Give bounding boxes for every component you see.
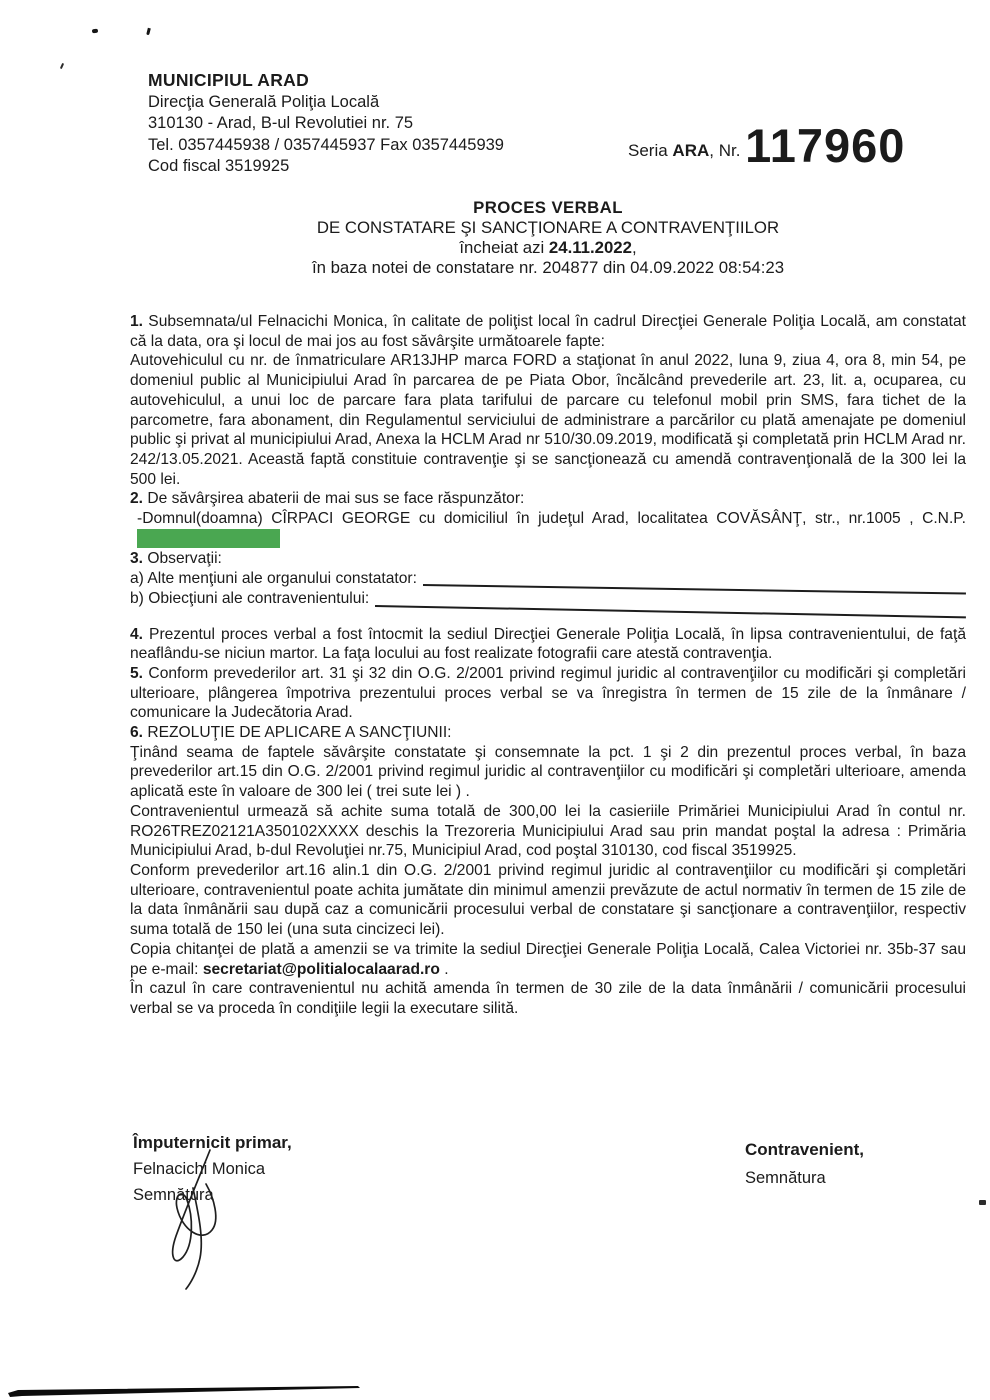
issuer-address: 310130 - Arad, B-ul Revolutiei nr. 75 [148,114,414,132]
observations-line-a [130,569,966,589]
section-6-number: 6. [130,724,144,742]
offender-signature-block [745,1136,864,1192]
section-4-number: 4. [130,625,144,643]
title-date-suffix: , [631,238,637,257]
section-2-heading [130,489,966,509]
section-6-text: REZOLUŢIE DE APLICARE A SANCŢIUNII: [143,724,452,742]
section-5-text: Conform prevederilor art. 31 şi 32 din O.G. 2/2001 privind regimul juridic al contravenţiilor cu modificări şi completări ulterioare, plângerea împotriva prezentului proces verbal se va înregistra în termen de 15 zile de la înmânare / comunicare la Judecătoria Arad. [130,664,966,722]
section-6-heading [130,723,966,743]
section-5-number: 5. [130,664,144,682]
scan-artifact-dot [92,29,98,34]
serial-seria-value: ARA [672,141,710,160]
section-1-intro [130,312,966,351]
issuer-header [148,70,504,178]
document-title [128,198,968,278]
blank-fill-line-b [375,605,966,618]
section-6-payment: Contravenientul urmează să achite suma totală de 300,00 lei la casieriile Primăriei Municipiului Arad în contul nr. RO26TREZ02121A350102XXXX deschis la Trezoreria Municipiului Arad sau prin mandat poştal la adresa : Primăria Municipiului Arad, b-dul Revoluţiei nr.75, Municipiul Arad, cod poştal 310130, cod fiscal 3519925. [130,802,966,860]
scan-artifact-tick [60,63,64,69]
offender-details: -Domnul(doamna) CÎRPACI GEORGE cu domiciliul în judeţul Arad, localitatea COVĂSÂNŢ, str., nr.1005 , C.N.P. [137,510,966,528]
title-line2: DE CONSTATARE ŞI SANCŢIONARE A CONTRAVENŢIILOR [316,218,780,237]
section-2-number: 2. [130,490,144,508]
section-2-offender [130,509,966,549]
officer-role: Împuternicit primar, [133,1133,292,1152]
issuer-name: MUNICIPIUL ARAD [148,70,310,90]
title-line1: PROCES VERBAL [473,198,623,217]
title-date-prefix: încheiat azi [459,238,549,257]
title-line3 [128,238,968,258]
document-body [130,312,966,1019]
section-4-text: Prezentul proces verbal a fost întocmit la sediul Direcţiei Generale Poliţia Locală, în lipsa contravenientului, de faţă neaflându-se niciun martor. La faţa locului au fost realizate fotografii care atestă contravenţia. [130,625,966,663]
serial-seria-label: Seria [628,141,673,160]
issuer-department: Direcţia Generală Poliţia Locală [148,92,380,111]
observations-a-label: a) Alte menţiuni ale organului constatator: [130,570,417,588]
issuer-fiscal-code: Cod fiscal 3519925 [148,157,290,175]
serial-nr-label: , Nr. [709,141,746,160]
officer-signature-label: Semnătura [133,1186,214,1204]
scan-artifact-bottom-smear [6,1385,376,1399]
contact-email: secretariat@politialocalaarad.ro [202,960,440,978]
scan-artifact-comma [146,28,151,36]
serial-number: 117960 [745,119,906,172]
section-6-half-payment: Conform prevederilor art.16 alin.1 din O.G. 2/2001 privind regimul juridic al contravenţiilor cu modificări şi completări ulterioare, contravenientul poate achita jumătate din minimul amenzii prevăzute de actul normativ în termen de 15 zile de la data înmânării sau după caz a comunicării procesului verbal de constatare şi sancţionare a contravenţiilor, respectiv suma totală de 150 lei (una suta cincizeci lei). [130,861,966,939]
observations-b-label: b) Obiecţiuni ale contravenientului: [130,589,370,607]
offender-signature-label: Semnătura [745,1169,826,1187]
handwritten-signature [146,1146,266,1291]
issuer-phones: Tel. 0357445938 / 0357445937 Fax 0357445939 [148,135,504,154]
cnp-redaction-box [137,529,280,548]
receipt-text-end: . [439,960,449,978]
section-4 [130,625,966,664]
section-3-text: Observaţii: [143,550,222,568]
section-2-text: De săvârşirea abaterii de mai sus se face răspunzător: [143,490,525,508]
scan-artifact-dot-right [979,1200,986,1205]
section-3-number: 3. [130,550,144,568]
document-serial [628,118,905,173]
offender-role: Contravenient, [745,1140,865,1159]
officer-name: Felnacichi Monica [133,1160,266,1178]
section-6-enforcement: În cazul în care contravenientul nu achită amenda în termen de 30 zile de la data înmânării / comunicării procesului verbal se va proceda în condiţiile legii la executare silită. [130,980,966,1017]
section-6-receipt [130,940,966,979]
title-line4: în baza notei de constatare nr. 204877 din 04.09.2022 08:54:23 [311,258,785,277]
section-1-number: 1. [130,313,144,330]
section-1-text: Subsemnata/ul Felnacichi Monica, în calitate de poliţist local în cadrul Direcţiei Generale Poliţia Locală, am constatat că la data, ora şi locul de mai jos au fost săvârşite următoarele fapte: [130,313,966,350]
section-3-heading [130,549,966,569]
section-6-resolution: Ţinând seama de faptele săvârşite constatate şi consemnate la pct. 1 şi 2 din prezentul proces verbal, în baza prevederilor art.15 din O.G. 2/2001 privind regimul juridic al contravenţiilor cu modificări şi completări ulterioare, amenda aplicată este în valoare de 300 lei ( trei sute lei ) . [130,743,966,801]
title-date: 24.11.2022 [548,238,632,257]
receipt-text: Copia chitanţei de plată a amenzii se va trimite la sediul Direcţiei Generale Poliţia Locală, Calea Victoriei nr. 35b-37 sau pe e-mail: [130,940,966,978]
section-5 [130,664,966,723]
section-1-facts: Autovehiculul cu nr. de înmatriculare AR13JHP marca FORD a staţionat în anul 2022, luna 9, ziua 4, ora 8, min 54, pe domeniul public al Municipiului Arad în parcarea de pe Piata Obor, încălcând prevederile art. 23, lit. a, ocuparea, cu autovehiculul, a unui loc de parcare fara plata tarifului de parcare cu telefonul mobil prin SMS, fara tichet de la parcometre, fara abonament, din Regulamentul serviciului de administrare a parcărilor cu plată amenajate pe domeniul public şi privat al municipiului Arad, Anexa la HCLM Arad nr 510/30.09.2019, modificată şi completată prin HCLM Arad nr. 242/13.05.2021. Această faptă constituie contravenţie şi se sancţionează cu amendă contravenţională de la 300 lei la 500 lei. [130,352,966,488]
